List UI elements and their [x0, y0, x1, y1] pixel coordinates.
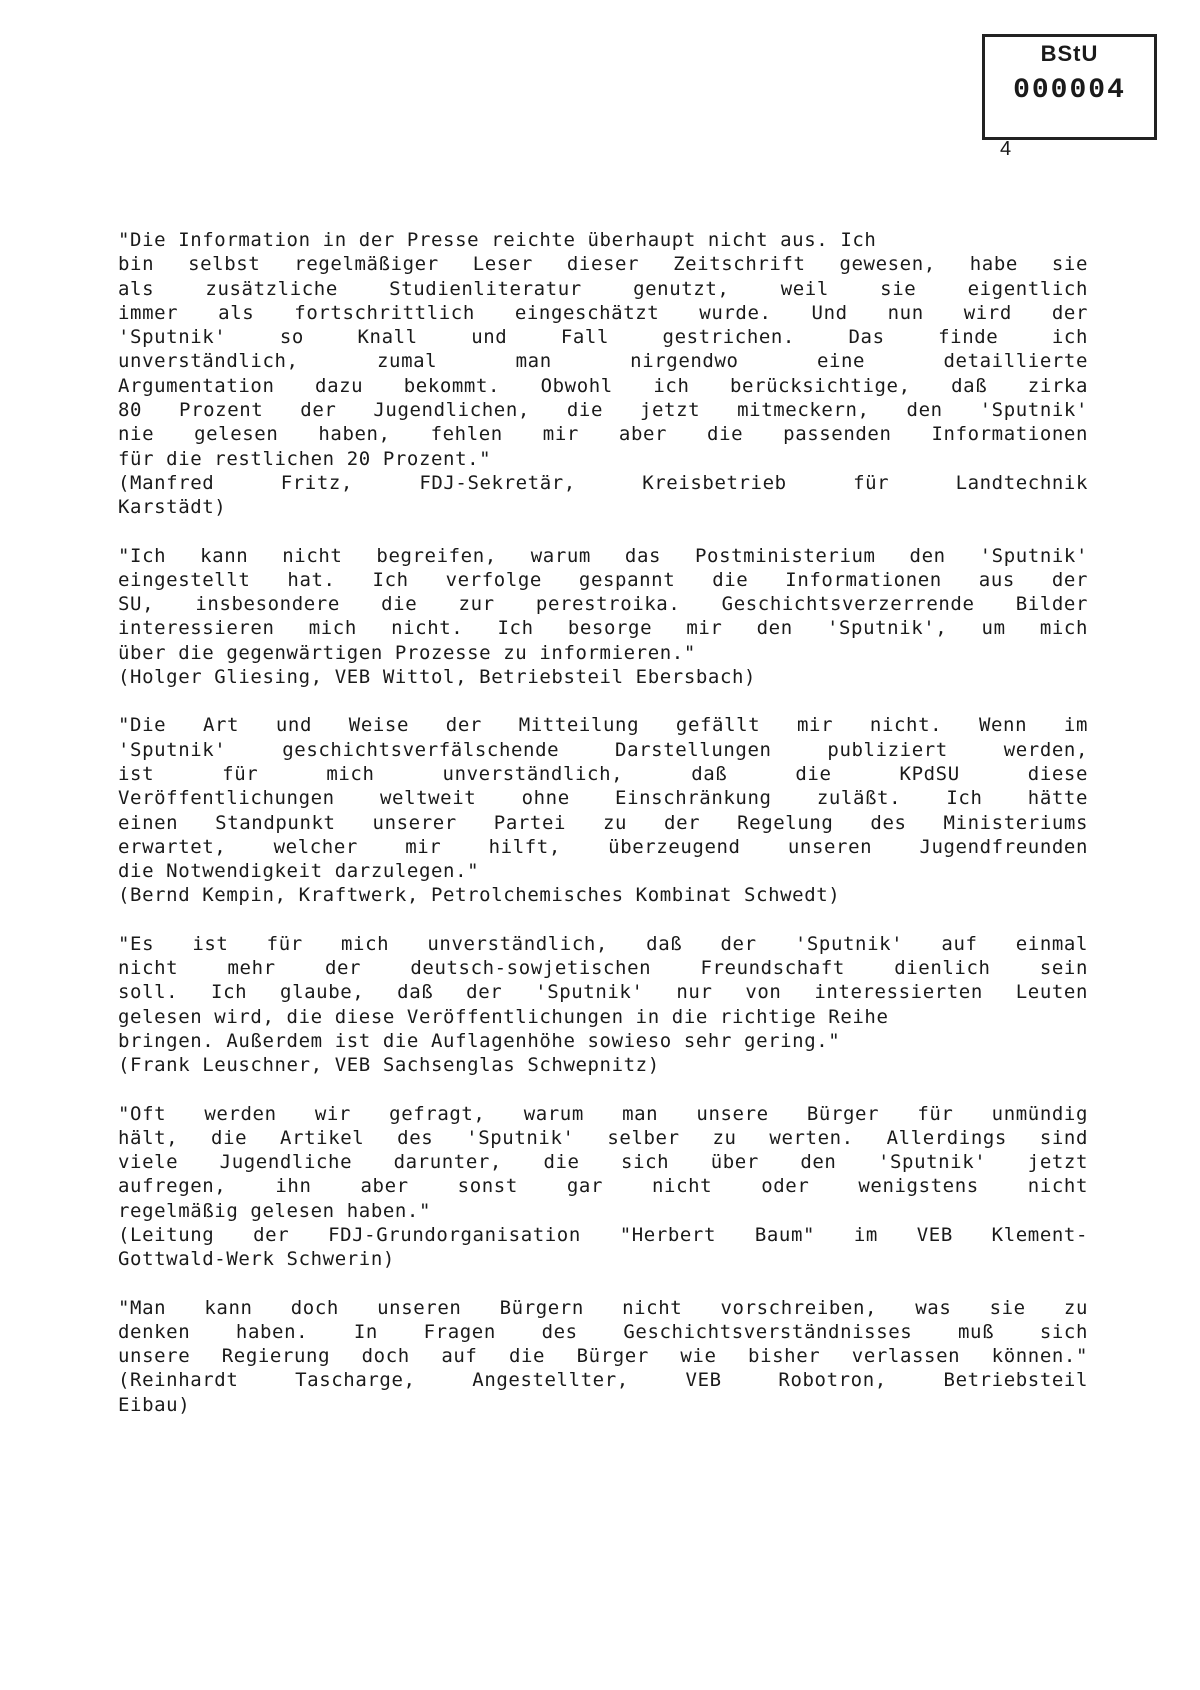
text-line: bin selbst regelmäßiger Leser dieser Zeitschrift gewesen, habe sie	[118, 253, 1088, 276]
text-line: 'Sputnik' geschichtsverfälschende Darstellungen publiziert werden,	[118, 738, 1088, 761]
text-line: (Holger Gliesing, VEB Wittol, Betriebsteil Ebersbach)	[118, 666, 757, 689]
text-line: Argumentation dazu bekommt. Obwohl ich berücksichtige, daß zirka	[118, 374, 1088, 397]
text-line: soll. Ich glaube, daß der 'Sputnik' nur von interessierten Leuten	[118, 981, 1088, 1004]
text-line: denken haben. In Fragen des Geschichtsverständnisses muß sich	[118, 1320, 1088, 1343]
archive-stamp	[982, 34, 1157, 140]
text-line: aufregen, ihn aber sonst gar nicht oder wenigstens nicht	[118, 1175, 1088, 1198]
text-line: (Reinhardt Tascharge, Angestellter, VEB Robotron, Betriebsteil	[118, 1369, 1088, 1392]
text-line: für die restlichen 20 Prozent."	[118, 447, 492, 470]
text-line: immer als fortschrittlich eingeschätzt wurde. Und nun wird der	[118, 301, 1088, 324]
text-line: "Die Information in der Presse reichte überhaupt nicht aus. Ich	[118, 229, 877, 251]
quote-block	[118, 544, 1088, 690]
text-line: einen Standpunkt unserer Partei zu der Regelung des Ministeriums	[118, 811, 1088, 834]
text-line: ist für mich unverständlich, daß die KPdSU diese	[118, 762, 1088, 785]
text-line: (Leitung der FDJ-Grundorganisation "Herbert Baum" im VEB Klement-	[118, 1223, 1088, 1246]
quote-block	[118, 1102, 1088, 1272]
text-line: die Notwendigkeit darzulegen."	[118, 860, 480, 883]
paragraph-gap	[118, 520, 1088, 544]
text-line: nie gelesen haben, fehlen mir aber die passenden Informationen	[118, 423, 1088, 446]
paragraph-gap	[118, 689, 1088, 713]
paragraph-gap	[118, 908, 1088, 932]
text-line: "Man kann doch unseren Bürgern nicht vorschreiben, was sie zu	[118, 1296, 1088, 1319]
text-line: "Die Art und Weise der Mitteilung gefällt mir nicht. Wenn im	[118, 714, 1088, 737]
text-line: (Bernd Kempin, Kraftwerk, Petrolchemisches Kombinat Schwedt)	[118, 884, 841, 907]
text-line: 80 Prozent der Jugendlichen, die jetzt mitmeckern, den 'Sputnik'	[118, 399, 1088, 422]
text-line: Eibau)	[118, 1393, 191, 1416]
paragraph-gap	[118, 1078, 1088, 1102]
text-line: eingestellt hat. Ich verfolge gespannt die Informationen aus der	[118, 568, 1088, 591]
text-line: regelmäßig gelesen haben."	[118, 1199, 432, 1222]
text-line: "Ich kann nicht begreifen, warum das Postministerium den 'Sputnik'	[118, 544, 1088, 567]
text-line: "Es ist für mich unverständlich, daß der 'Sputnik' auf einmal	[118, 932, 1088, 955]
text-line: Gottwald-Werk Schwerin)	[118, 1248, 395, 1271]
text-line: viele Jugendliche darunter, die sich über den 'Sputnik' jetzt	[118, 1151, 1088, 1174]
text-line: über die gegenwärtigen Prozesse zu informieren."	[118, 641, 696, 664]
stamp-number: 000004	[1013, 75, 1126, 106]
text-line: interessieren mich nicht. Ich besorge mir den 'Sputnik', um mich	[118, 617, 1088, 640]
text-line: (Frank Leuschner, VEB Sachsenglas Schwepnitz)	[118, 1054, 660, 1077]
stamp-org: BStU	[1040, 41, 1099, 66]
text-line: Karstädt)	[118, 496, 227, 519]
text-line: bringen. Außerdem ist die Auflagenhöhe sowieso sehr gering."	[118, 1029, 841, 1052]
text-line: Veröffentlichungen weltweit ohne Einschränkung zuläßt. Ich hätte	[118, 787, 1088, 810]
text-line: (Manfred Fritz, FDJ-Sekretär, Kreisbetrieb für Landtechnik	[118, 471, 1088, 494]
text-line: als zusätzliche Studienliteratur genutzt, weil sie eigentlich	[118, 277, 1088, 300]
paragraph-gap	[118, 1272, 1088, 1296]
text-line: unverständlich, zumal man nirgendwo eine detaillierte	[118, 350, 1088, 373]
quote-block	[118, 228, 1088, 520]
quote-block	[118, 932, 1088, 1078]
quote-block	[118, 1296, 1088, 1417]
document-body	[118, 228, 1088, 1417]
text-line: hält, die Artikel des 'Sputnik' selber zu werten. Allerdings sind	[118, 1126, 1088, 1149]
text-line: erwartet, welcher mir hilft, überzeugend unseren Jugendfreunden	[118, 835, 1088, 858]
text-line: "Oft werden wir gefragt, warum man unsere Bürger für unmündig	[118, 1102, 1088, 1125]
page-number: 4	[1000, 138, 1012, 160]
quote-block	[118, 713, 1088, 907]
text-line: nicht mehr der deutsch-sowjetischen Freundschaft dienlich sein	[118, 957, 1088, 980]
text-line: 'Sputnik' so Knall und Fall gestrichen. Das finde ich	[118, 326, 1088, 349]
text-line: SU, insbesondere die zur perestroika. Geschichtsverzerrende Bilder	[118, 593, 1088, 616]
text-line: gelesen wird, die diese Veröffentlichungen in die richtige Reihe	[118, 1005, 889, 1028]
text-line: unsere Regierung doch auf die Bürger wie bisher verlassen können."	[118, 1345, 1088, 1368]
